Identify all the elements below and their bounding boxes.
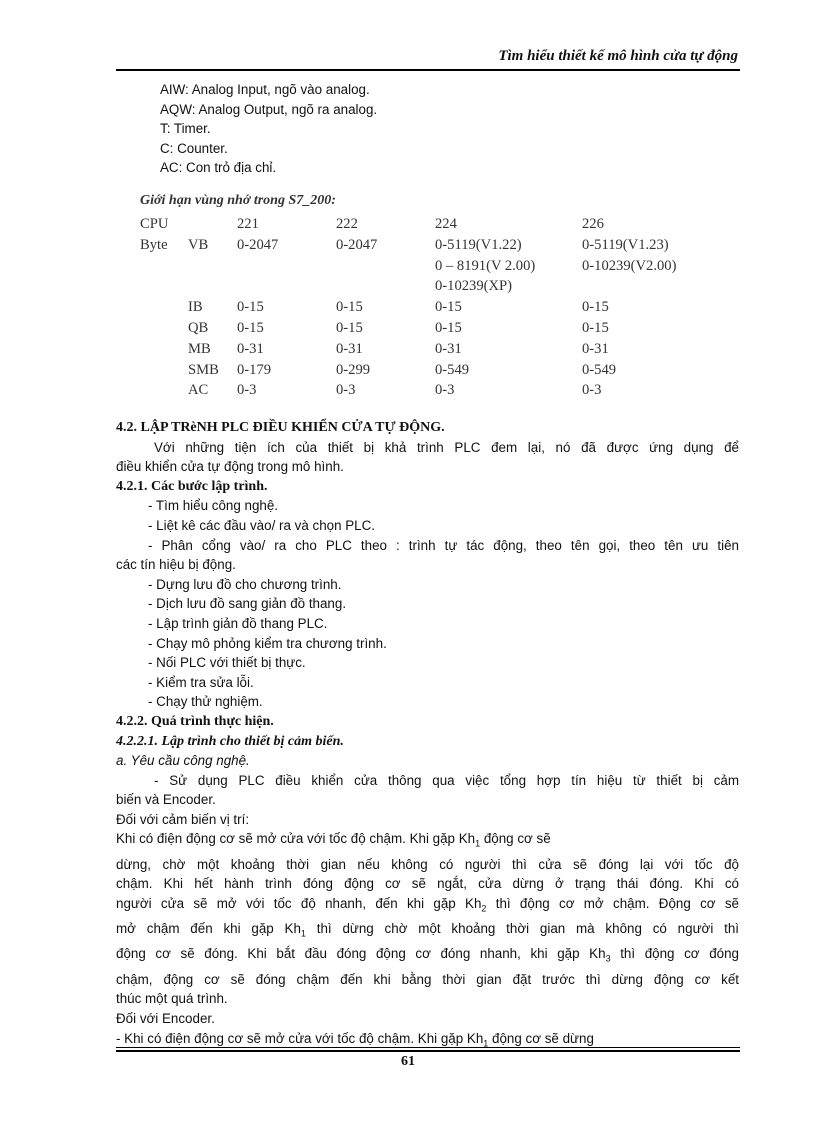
memory-table-cell: 0-10239(XP) [435, 278, 513, 295]
memory-table-cell: 222 [336, 216, 358, 232]
memory-table-cell: AC [188, 382, 209, 399]
section-body [116, 418, 739, 1054]
paragraph-line: dừng, chờ một khoảng thời gian nếu không có người thì cửa sẽ đóng lại với tốc độ [116, 856, 739, 872]
memory-table-cell: 0-15 [582, 299, 609, 316]
memory-table-cell: SMB [188, 361, 219, 378]
memory-table-cell: 0-3 [237, 382, 257, 399]
memory-table-cell: 0-31 [435, 340, 462, 357]
step-item: - Chạy thử nghiệm. [148, 694, 263, 710]
memory-table-cell: CPU [140, 216, 169, 232]
memory-table-cell: 0-31 [336, 340, 363, 357]
memory-table-cell: 0-10239(V2.00) [582, 257, 677, 274]
memory-table-row [140, 339, 740, 360]
memory-table-row [140, 276, 740, 297]
memory-table-cell: 0-5119(V1.23) [582, 236, 669, 253]
step-item: - Dịch lưu đồ sang giản đồ thang. [148, 596, 347, 612]
paragraph-line: Khi có điện động cơ sẽ mở cửa với tốc độ chậm. Khi gặp $Kh_1$ động cơ sẽ [116, 831, 551, 850]
subsection-heading: 4.2.2. Quá trình thực hiện. [116, 713, 274, 729]
memory-table-cell: 0 – 8191(V 2.00) [435, 257, 536, 274]
memory-table-cell: 0-15 [435, 319, 462, 336]
paragraph-line: mở chậm đến khi gặp $Kh_1$ thì dừng chờ một khoảng thời gian mà không có người thì [116, 921, 739, 939]
memory-table-cell: 0-31 [237, 340, 264, 357]
abbreviation-item: C: Counter. [160, 140, 228, 156]
memory-table-cell: IB [188, 299, 203, 316]
paragraph-line: chậm, động cơ sẽ đóng chậm đến khi bằng thời gian đặt trước thì dừng động cơ kết [116, 971, 739, 987]
memory-table-title: Giới hạn vùng nhớ trong S7_200: [140, 193, 336, 208]
step-item-continuation: các tín hiệu bị động. [116, 557, 236, 573]
memory-table-cell: 0-31 [582, 340, 609, 357]
memory-table-cell: 226 [582, 216, 604, 232]
step-item: - Phân cổng vào/ ra cho PLC theo : trình tự tác động, theo tên gọi, theo tên ưu tiên [148, 537, 739, 553]
header-divider [116, 69, 740, 71]
memory-table-cell: 0-15 [336, 319, 363, 336]
subsection-heading: 4.2.1. Các bước lập trình. [116, 478, 268, 494]
memory-table-cell: 221 [237, 216, 259, 232]
memory-table-row [140, 235, 740, 256]
step-item: - Dựng lưu đồ cho chương trình. [148, 576, 342, 592]
intro-paragraph-line: điều khiển cửa tự động trong mô hình. [116, 459, 344, 475]
memory-limits-table [140, 214, 740, 401]
memory-table-cell: 0-15 [336, 299, 363, 316]
paragraph-line: động cơ sẽ đóng. Khi bắt đầu đóng động cơ đóng nhanh, khi gặp $Kh_3$ thì động cơ đóng [116, 946, 740, 965]
memory-table-row [140, 214, 740, 235]
paragraph-line: người cửa sẽ mở với tốc độ nhanh, đến khi gặp $Kh_2$ thì động cơ mở chậm. Động cơ sẽ [116, 895, 739, 914]
memory-table-cell: 0-3 [336, 382, 356, 399]
memory-table-row [140, 256, 740, 277]
memory-table-cell: 0-15 [435, 299, 462, 316]
memory-table-row [140, 360, 740, 381]
memory-table-cell: 0-5119(V1.22) [435, 236, 522, 253]
memory-table-row [140, 297, 740, 318]
memory-table-row [140, 318, 740, 339]
memory-table-cell: 0-549 [435, 361, 470, 378]
paragraph-line: thúc một quá trình. [116, 991, 228, 1007]
sensor-heading: Đối với cảm biến vị trí: [116, 811, 250, 827]
memory-table-cell: 0-2047 [336, 236, 378, 253]
paragraph-line: biến và Encoder. [116, 792, 216, 808]
memory-table-cell: Byte [140, 236, 168, 253]
subsubsection-heading: 4.2.2.1. Lập trình cho thiết bị cảm biến. [116, 733, 344, 749]
requirement-heading: a. Yêu cầu công nghệ. [116, 753, 250, 769]
footer-divider [116, 1050, 740, 1052]
step-item: - Lập trình giản đồ thang PLC. [148, 615, 328, 631]
abbreviation-item: AC: Con trỏ địa chỉ. [160, 160, 277, 175]
header-title: Tìm hiểu thiết kế mô hình cửa tự động [498, 48, 738, 64]
abbreviation-item: T: Timer. [160, 121, 211, 136]
memory-table-cell: 0-549 [582, 361, 617, 378]
encoder-heading: Đối với Encoder. [116, 1010, 215, 1026]
paragraph-line: chậm. Khi hết hành trình đóng động cơ sẽ ngắt, cửa dừng ở trạng thái đóng. Khi có [116, 876, 739, 892]
memory-table-row [140, 380, 740, 401]
memory-table-cell: 0-15 [237, 319, 264, 336]
memory-table-cell: 224 [435, 216, 457, 232]
memory-table-cell: VB [188, 236, 209, 253]
step-item: - Chạy mô phỏng kiểm tra chương trình. [148, 635, 387, 651]
abbreviation-item: AIW: Analog Input, ngõ vào analog. [160, 82, 370, 97]
section-heading: 4.2. LẬP TRèNH PLC ĐIỀU KHIỂN CỬA TỰ ĐỘNG. [116, 420, 445, 435]
memory-table-cell: MB [188, 340, 211, 357]
footer-divider [116, 1047, 740, 1048]
abbreviation-item: AQW: Analog Output, ngõ ra analog. [160, 101, 378, 117]
memory-table-cell: 0-15 [237, 299, 264, 316]
memory-table-cell: QB [188, 319, 209, 336]
step-item: - Kiểm tra sửa lỗi. [148, 674, 254, 690]
intro-paragraph-line: Với những tiện ích của thiết bị khả trình PLC đem lại, nó đã được ứng dụng để [154, 439, 739, 455]
memory-table-cell: 0-3 [582, 382, 602, 399]
paragraph-line: - Khi có điện động cơ sẽ mở cửa với tốc độ chậm. Khi gặp $Kh_1$ động cơ sẽ dừng [116, 1030, 594, 1049]
abbreviation-list [160, 80, 377, 178]
memory-table-cell: 0-3 [435, 382, 455, 399]
page-number: 61 [401, 1054, 415, 1069]
step-item: - Nối PLC với thiết bị thực. [148, 655, 306, 671]
memory-table-cell: 0-15 [582, 319, 609, 336]
memory-table-cell: 0-299 [336, 361, 371, 378]
step-item: - Liệt kê các đầu vào/ ra và chọn PLC. [148, 517, 376, 533]
paragraph-line: - Sử dụng PLC điều khiển cửa thông qua việc tổng hợp tín hiệu từ thiết bị cảm [154, 772, 739, 788]
step-item: - Tìm hiểu công nghệ. [148, 498, 279, 514]
memory-table-cell: 0-179 [237, 361, 272, 378]
memory-table-cell: 0-2047 [237, 236, 279, 253]
